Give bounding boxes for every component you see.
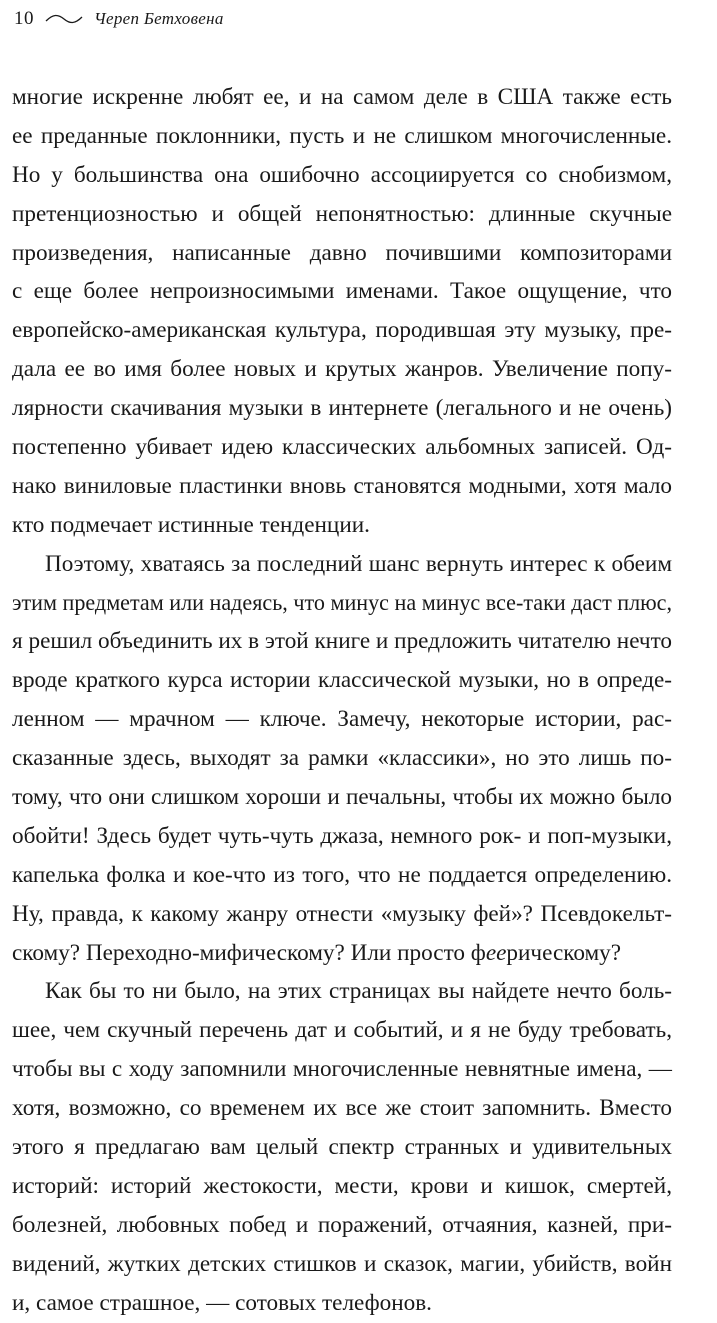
text-line: капелька фолка и кое-что из того, что не поддается определению. <box>12 861 672 888</box>
text-line: Но у большинства она ошибочно ассоциируется со снобизмом, <box>12 161 672 188</box>
text-line: ее преданные поклонники, пусть и не слишком многочисленные. <box>12 122 672 149</box>
text-line: историй: историй жестокости, мести, крови и кишок, смертей, <box>12 1172 672 1199</box>
body-text <box>12 78 672 1323</box>
text-line: европейско-американская культура, породившая эту музыку, пре- <box>12 317 672 344</box>
text-line: Ну, правда, к какому жанру отнести «музыку фей»? Псевдокельт- <box>12 900 672 927</box>
text-line: шее, чем скучный перечень дат и событий, и я не буду требовать, <box>12 1017 672 1044</box>
text-line: нако виниловые пластинки вновь становятся модными, хотя мало <box>12 472 672 499</box>
text-line: претенциозностью и общей непонятностью: длинные скучные <box>12 200 672 227</box>
text-line: кто подмечает истинные тенденции. <box>12 511 370 538</box>
text-line: лярности скачивания музыки в интернете (легального и не очень) <box>12 395 672 422</box>
text-line: этого я предлагаю вам целый спектр странных и удивительных <box>12 1134 672 1161</box>
text-line: Поэтому, хватаясь за последний шанс вернуть интерес к обеим <box>45 550 672 577</box>
running-title: Череп Бетховена <box>94 9 224 28</box>
text-segment: рическому? <box>506 939 622 966</box>
italic-segment: ее <box>485 939 507 966</box>
text-line: видений, жутких детских стишков и сказок, магии, убийств, войн <box>12 1250 672 1277</box>
text-line: вроде краткого курса истории классической музыки, но в опреде- <box>12 667 672 694</box>
text-line: хотя, возможно, со временем их все же стоит запомнить. Вместо <box>12 1095 672 1122</box>
text-line: тому, что они слишком хороши и печальны, чтобы их можно было <box>12 784 672 811</box>
running-header <box>14 4 224 34</box>
text-line: дала ее во имя более новых и крутых жанров. Увеличение попу- <box>12 356 672 383</box>
text-line: сказанные здесь, выходят за рамки «классики», но это лишь по- <box>12 745 672 772</box>
text-line: я решил объединить их в этой книге и предложить читателю нечто <box>12 628 672 655</box>
text-line: чтобы вы с ходу запомнили многочисленные невнятные имена, — <box>12 1056 672 1083</box>
text-line: произведения, написанные давно почившими композиторами <box>12 239 672 266</box>
text-segment: скому? Переходно-мифическому? Или просто ф <box>12 939 486 966</box>
text-line: болезней, любовных побед и поражений, отчаяния, казней, при- <box>12 1211 672 1238</box>
text-line: этим предметам или надеясь, что минус на минус все-таки даст плюс, <box>12 589 673 616</box>
swung-dash-ornament <box>44 12 84 26</box>
text-line-with-italic <box>12 934 672 973</box>
text-line: Как бы то ни было, на этих страницах вы найдете нечто боль- <box>45 978 672 1005</box>
text-line: постепенно убивает идею классических альбомных записей. Од- <box>12 434 672 461</box>
text-line: многие искренне любят ее, и на самом деле в США также есть <box>12 84 672 110</box>
text-line: и, самое страшное, — сотовых телефонов. <box>12 1289 432 1316</box>
text-line: обойти! Здесь будет чуть-чуть джаза, немного рок- и поп-музыки, <box>12 822 672 849</box>
text-line: ленном — мрачном — ключе. Замечу, некоторые истории, рас- <box>12 706 672 733</box>
text-line: с еще более непроизносимыми именами. Такое ощущение, что <box>12 278 672 305</box>
page-number: 10 <box>14 8 34 29</box>
